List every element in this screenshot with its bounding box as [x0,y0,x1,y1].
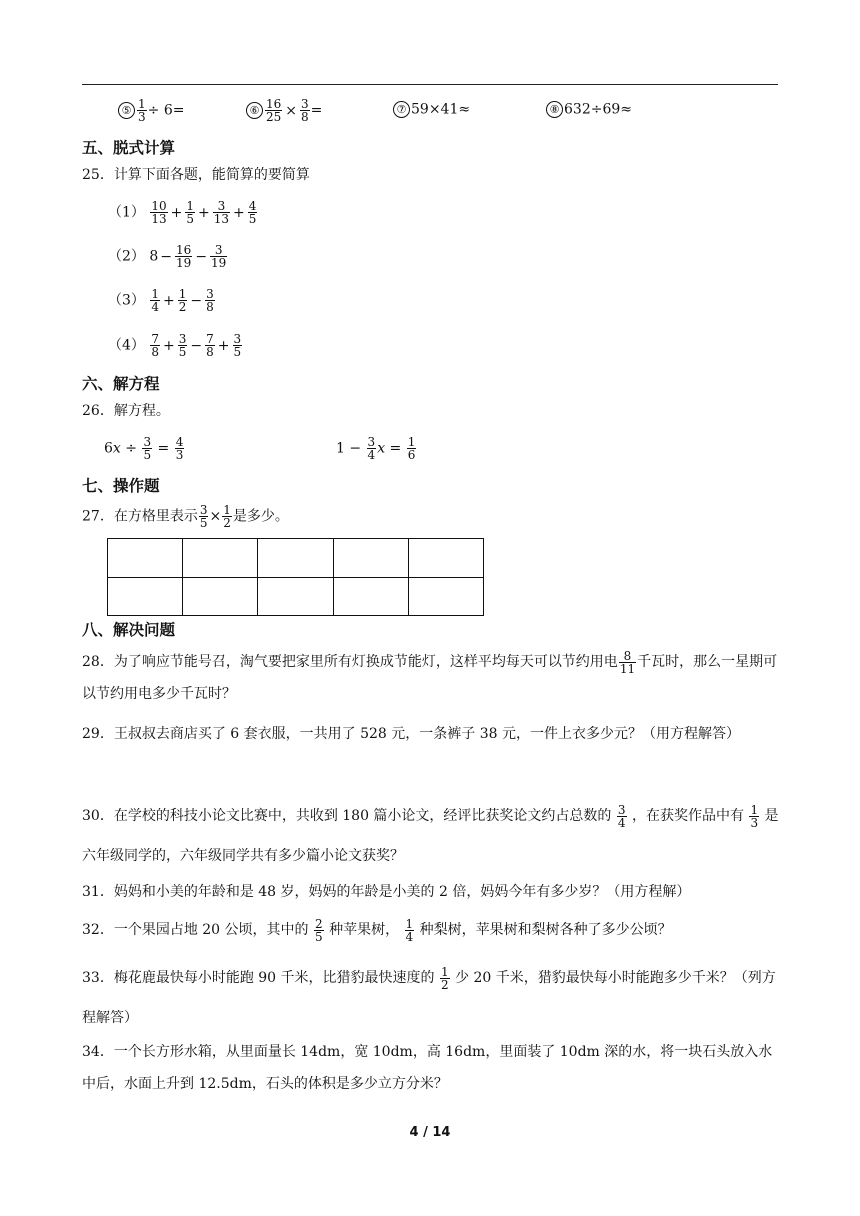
grid-cell [334,578,409,617]
fraction: $\frac{16}{25}$ [266,97,282,124]
grid-cell [183,578,258,617]
question-29: 29．王叔叔去商店买了 6 套衣服，一共用了 528 元，一条裤子 38 元，一件上衣多少元？（用方程解答） [82,726,740,742]
question-33: 33．梅花鹿最快每小时能跑 90 千米，比猎豹最快速度的 $\frac{1}{2}$ 少 20 千米，猎豹最快每小时能跑多少千米？（列方程解答） [82,964,776,1026]
grid-cell [108,578,183,617]
grid-cell [108,539,183,578]
grid-cell [258,578,333,617]
estimate-7: ⑦ 59×41≈ [393,101,470,118]
equation-1: 6x ÷ $\frac{3}{5}$ = $\frac{4}{3}$ [104,435,184,462]
calc-item-1: （1） $\frac{10}{13}$ + $\frac{1}{5}$ + $\frac{3}{13}$ + $\frac{4}{5}$ [108,199,257,226]
calc-item-4: （4） $\frac{7}{8}$ + $\frac{3}{5}$ − $\frac{7}{8}$ + $\frac{3}{5}$ [108,332,242,359]
page-number: 4 / 14 [409,1125,451,1140]
question-28: 28．为了响应节能号召，淘气要把家里所有灯换成节能灯，这样平均每天可以节约用电 $\frac{8}{11}$ 千瓦时，那么一星期可以节约用电多少千瓦时？ [82,648,778,702]
grid-cell [409,539,484,578]
section-heading: 七、操作题 [82,477,160,495]
section-heading: 六、解方程 [82,375,160,393]
circled-number: ⑦ [393,101,410,118]
question-32: 32．一个果园占地 20 公顷，其中的 $\frac{2}{5}$ 种苹果树， $\frac{1}{4}$ 种梨树，苹果树和梨树各种了多少公顷？ [82,916,672,944]
question-stem: 25．计算下面各题，能简算的要简算 [82,167,310,183]
grid-cell [258,539,333,578]
estimate-5: ⑤ $\frac{1}{3}$ ÷ 6= [118,98,184,123]
circled-number: ⑥ [246,102,263,119]
circled-number: ⑧ [546,101,563,118]
calc-item-2: （2） 8 − $\frac{16}{19}$ − $\frac{3}{19}$ [108,243,227,270]
fraction: $\frac{3}{8}$ [301,97,309,124]
calc-item-3: （3） $\frac{1}{4}$ + $\frac{1}{2}$ − $\frac{3}{8}$ [108,287,214,314]
grid-cell [183,539,258,578]
grid-cell [409,578,484,617]
estimate-6: ⑥ $\frac{16}{25}$ × $\frac{3}{8}$ = [246,98,322,123]
question-stem: 26．解方程。 [82,403,170,419]
question-34: 34．一个长方形水箱，从里面量长 14dm，宽 10dm，高 16dm，里面装了 10dm 深的水，将一块石头放入水中后，水面上升到 12.5dm，石头的体积是多少立方分米？ [82,1044,773,1092]
estimate-8: ⑧ 632÷69≈ [546,101,632,118]
question-27: 27．在方格里表示 $\frac{3}{5}$ × $\frac{1}{2}$ 是多少。 [82,503,289,530]
equation-2: 1 − $\frac{3}{4}$ x = $\frac{1}{6}$ [336,435,416,462]
header-rule [82,84,778,85]
circled-number: ⑤ [118,102,135,119]
fraction: $\frac{1}{3}$ [138,97,146,124]
question-31: 31．妈妈和小美的年龄和是 48 岁，妈妈的年龄是小美的 2 倍，妈妈今年有多少岁？（用方程解） [82,884,691,900]
answer-grid [107,538,484,616]
section-heading: 五、脱式计算 [82,139,176,157]
section-heading: 八、解决问题 [82,621,176,639]
question-30: 30．在学校的科技小论文比赛中，共收到 180 篇小论文，经评比获奖论文约占总数的 $\frac{3}{4}$ ，在获奖作品中有 $\frac{1}{3}$ 是六年级同学的，六年级同学共有多少篇小论文获奖？ [82,802,779,864]
grid-cell [334,539,409,578]
